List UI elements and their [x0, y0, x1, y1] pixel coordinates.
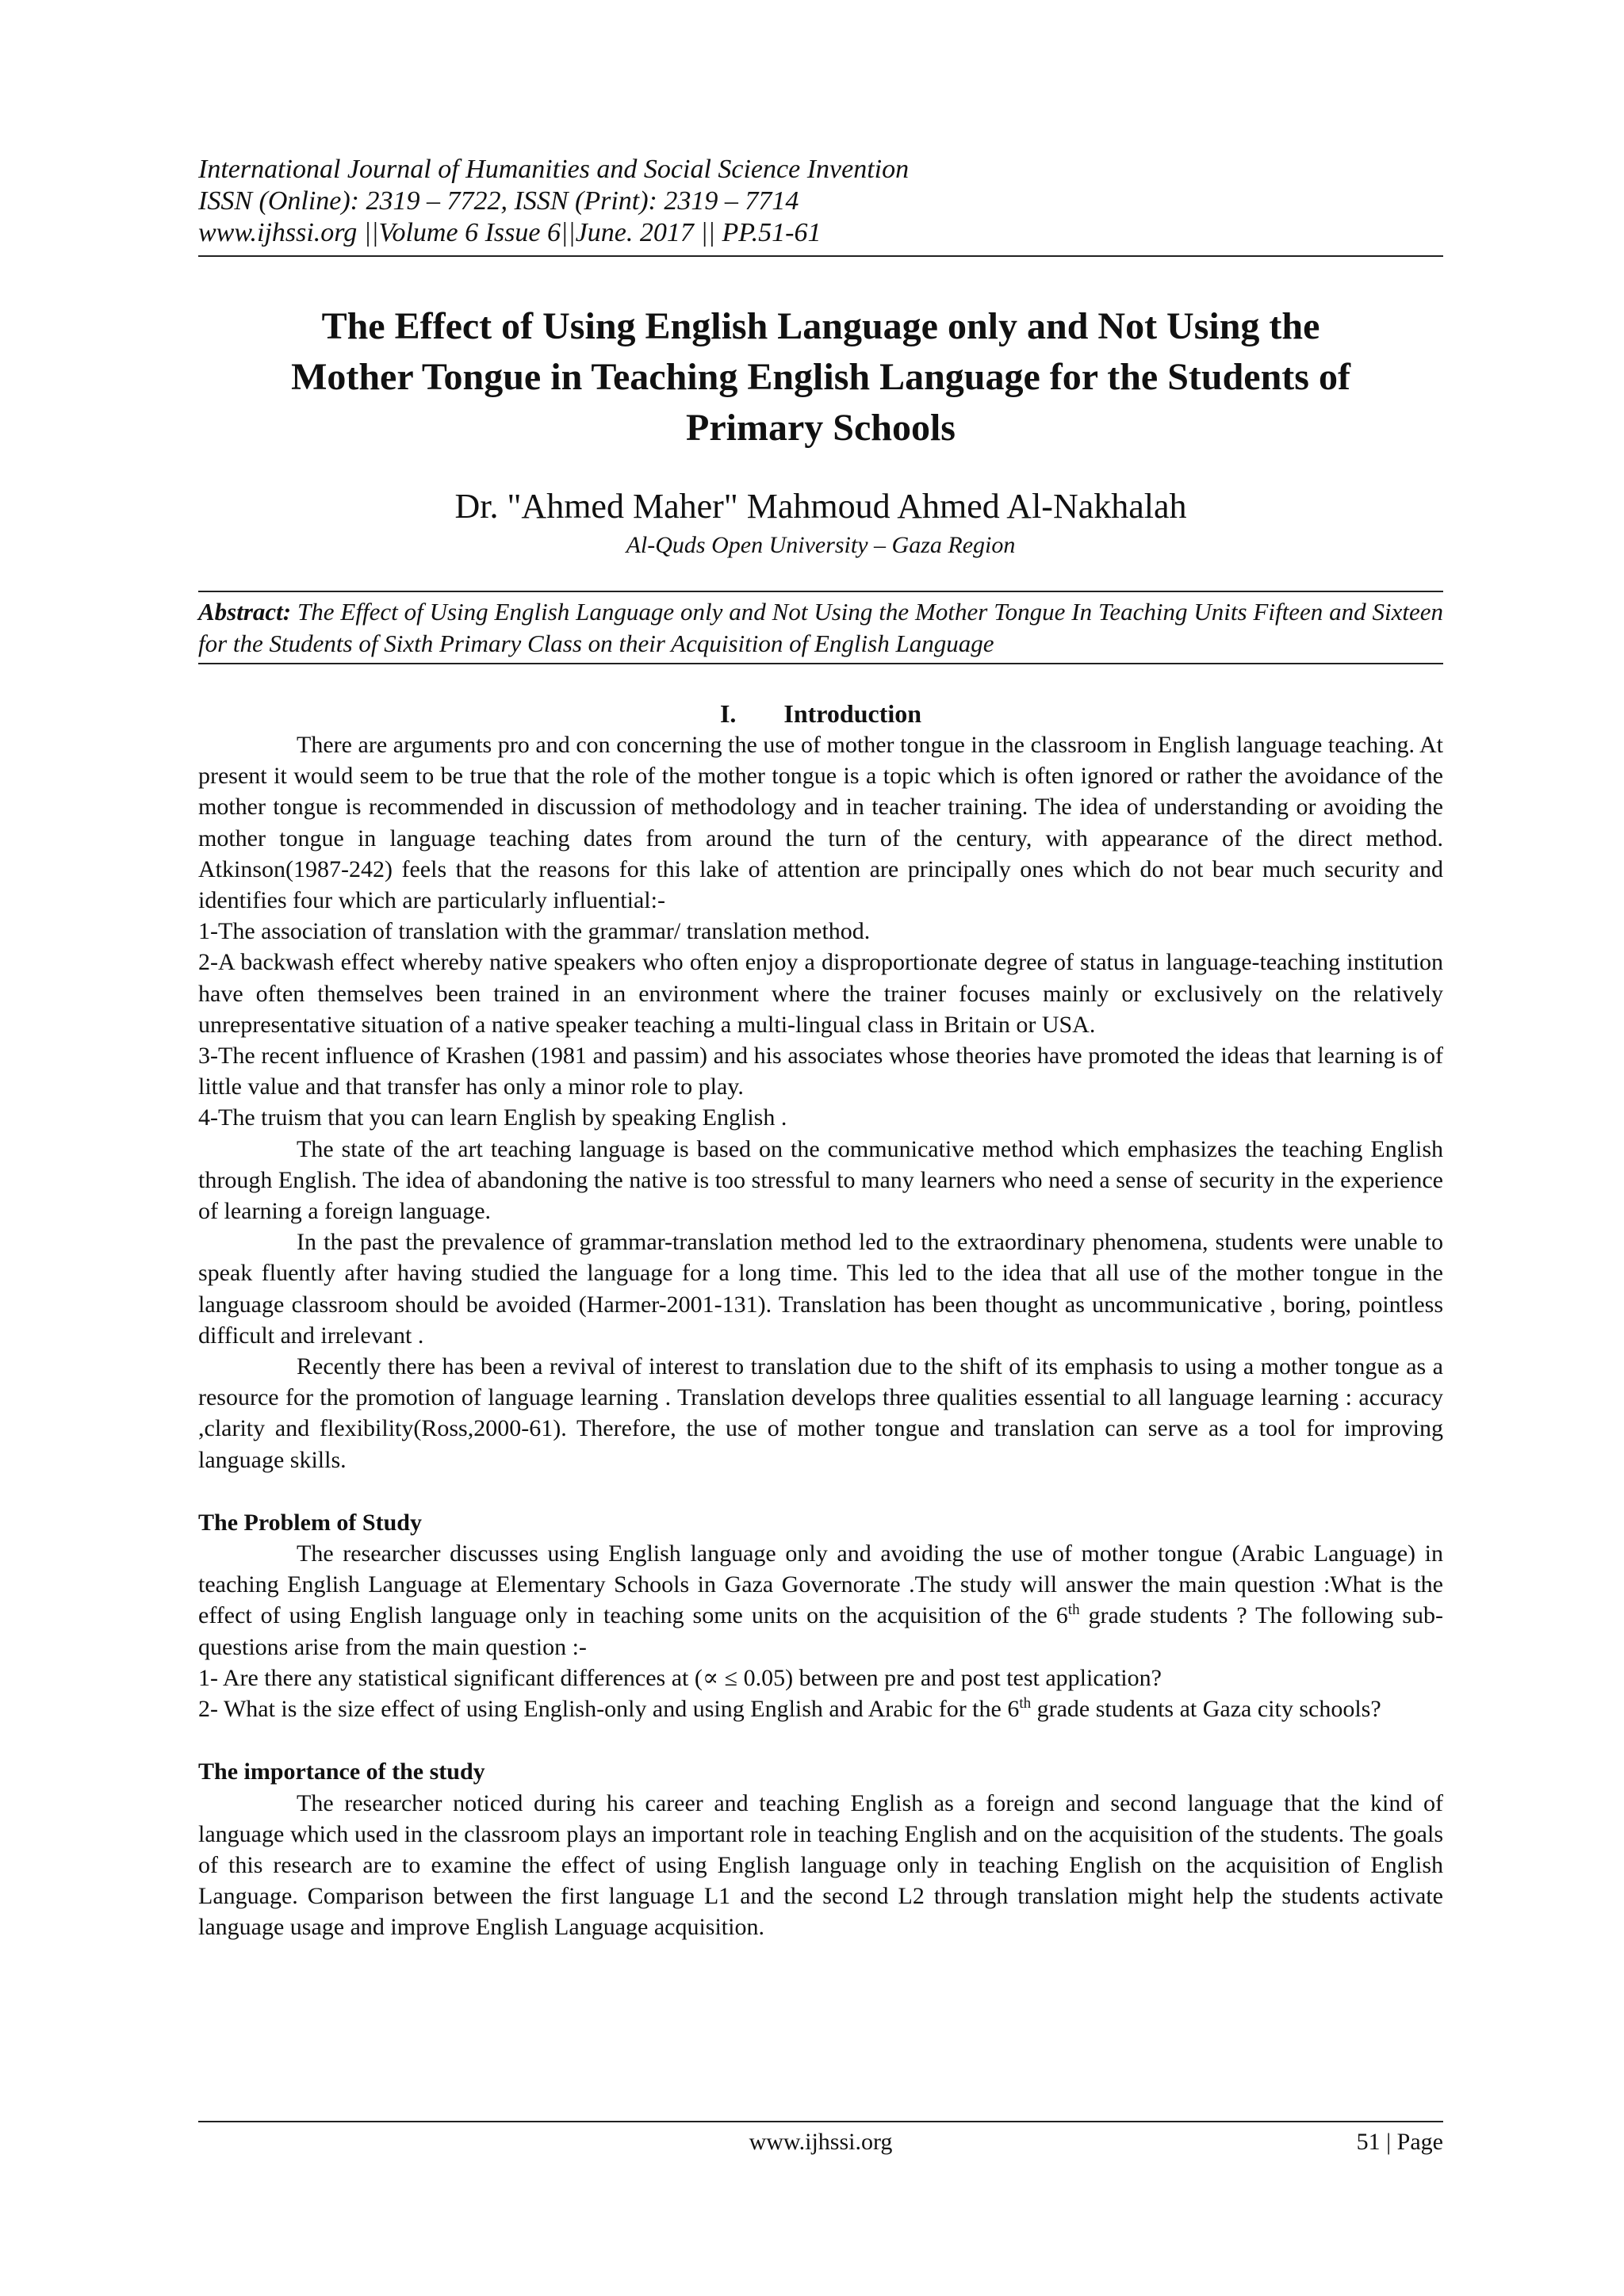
paragraph: The researcher discusses using English language only and avoiding the use of mother tongue (Arabic Language) in teaching English Language at Elementary Schools in Gaza Governorate .The study will answer the main question :What is the effect of using English language only in teaching some units on the acquisition of the 6th grade students ? The following sub-questions arise from the main question :-: [198, 1540, 1443, 1660]
section-body: [198, 729, 1443, 1943]
section-number: I.: [719, 699, 737, 728]
title-line: The Effect of Using English Language only and Not Using the: [321, 305, 1320, 347]
subheading-problem: The Problem of Study: [198, 1509, 422, 1536]
abstract-label: Abstract:: [198, 598, 292, 626]
list-item: 2-A backwash effect whereby native speakers who often enjoy a disproportionate degree of status in language-teaching institution have often themselves been trained in an environment where the trainer focuses mainly or exclusively on the relatively unrepresentative situation of a native speaker teaching a multi-lingual class in Britain or USA.: [198, 949, 1443, 1038]
paper-title: [198, 301, 1443, 453]
paragraph: Recently there has been a revival of interest to translation due to the shift of its emphasis to using a mother tongue as a resource for the promotion of language learning . Translation develops three qualities essential to all language learning : accuracy ,clarity and flexibility(Ross,2000-61). Therefore, the use of mother tongue and translation can serve as a tool for improving language skills.: [198, 1353, 1443, 1473]
list-item: 1-The association of translation with the grammar/ translation method.: [198, 918, 871, 945]
footer-url: www.ijhssi.org: [749, 2129, 893, 2155]
footer-rule: [198, 2121, 1443, 2122]
abstract-top-rule: [198, 591, 1443, 592]
list-item: 4-The truism that you can learn English by speaking English .: [198, 1104, 787, 1131]
title-line: Primary Schools: [686, 407, 956, 449]
abstract-text: The Effect of Using English Language only and Not Using the Mother Tongue In Teaching Units Fifteen and Sixteen for the Students of Sixth Primary Class on their Acquisition of English Language: [198, 598, 1444, 657]
title-line: Mother Tongue in Teaching English Language for the Students of: [291, 356, 1350, 398]
journal-issn: ISSN (Online): 2319 – 7722, ISSN (Print): 2319 – 7714: [198, 186, 799, 216]
paragraph: The state of the art teaching language is based on the communicative method which emphasizes the teaching English through English. The idea of abandoning the native is too stressful to many learners who need a sense of security in the experience of learning a foreign language.: [198, 1135, 1443, 1225]
paragraph: The researcher noticed during his career and teaching English as a foreign and second language that the kind of language which used in the classroom plays an important role in teaching English and on the acquisition of the students. The goals of this research are to examine the effect of using English language only in teaching English on the acquisition of English Language. Comparison between the first language L1 and the second L2 through translation might help the students activate language usage and improve English Language acquisition.: [198, 1789, 1443, 1941]
journal-header: [198, 154, 1443, 249]
subheading-importance: The importance of the study: [198, 1758, 485, 1785]
abstract: [198, 596, 1443, 660]
paragraph: There are arguments pro and con concerning the use of mother tongue in the classroom in English language teaching. At present it would seem to be true that the role of the mother tongue is a topic which is often ignored or rather the avoidance of the mother tongue is recommended in discussion of methodology and in teacher training. The idea of understanding or avoiding the mother tongue in language teaching dates from around the turn of the century, with appearance of the direct method. Atkinson(1987-242) feels that the reasons for this lake of attention are principally ones which do not bear much security and identifies four which are particularly influential:-: [198, 732, 1443, 914]
abstract-bottom-rule: [198, 663, 1443, 664]
page-number: 51 | Page: [1356, 2129, 1443, 2155]
author-affiliation: Al-Quds Open University – Gaza Region: [626, 532, 1016, 558]
author-name: Dr. "Ahmed Maher" Mahmoud Ahmed Al-Nakhalah: [454, 487, 1187, 526]
paragraph: In the past the prevalence of grammar-translation method led to the extraordinary phenomena, students were unable to speak fluently after having studied the language for a long time. This led to the idea that all use of the mother tongue in the language classroom should be avoided (Harmer-2001-131). Translation has been thought as uncommunicative , boring, pointless difficult and irrelevant .: [198, 1229, 1443, 1349]
journal-name: International Journal of Humanities and Social Science Invention: [198, 155, 910, 184]
question-item: 1- Are there any statistical significant differences at (∝ ≤ 0.05) between pre and post test application?: [198, 1664, 1162, 1691]
section-title: Introduction: [783, 699, 922, 728]
question-item: 2- What is the size effect of using English-only and using English and Arabic for the 6th grade students at Gaza city schools?: [198, 1695, 1381, 1723]
journal-volume: www.ijhssi.org ||Volume 6 Issue 6||June. 2017 || PP.51-61: [198, 218, 822, 247]
section-heading-introduction: [198, 698, 1443, 729]
list-item: 3-The recent influence of Krashen (1981 and passim) and his associates whose theories have promoted the ideas that learning is of little value and that transfer has only a minor role to play.: [198, 1043, 1443, 1100]
header-rule: [198, 255, 1443, 257]
